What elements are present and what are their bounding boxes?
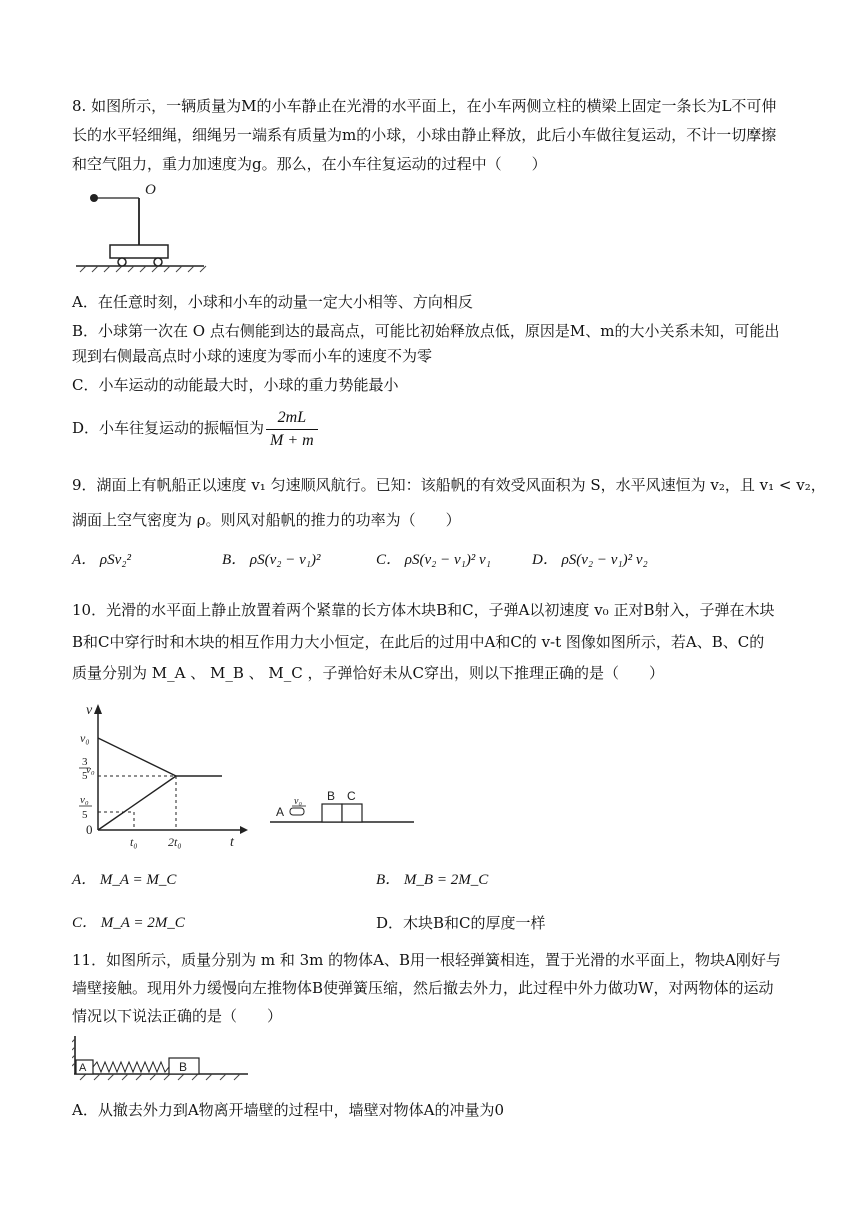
q8-stem-line-2: 长的水平轻细绳，细绳另一端系有质量为m的小球，小球由静止释放，此后小车做往复运动，不计一切摩擦 — [72, 126, 777, 144]
q10-sketch-a-label: A — [276, 805, 285, 819]
q10-y-tick-35-num: 3 — [82, 756, 88, 768]
q10-sketch-block-c — [342, 804, 362, 822]
q9-option-a: A． ρSv₂² — [72, 552, 131, 568]
q8-option-d-numerator: 2mL — [266, 407, 318, 430]
q10-block-c-line — [98, 776, 176, 830]
q11-spring — [93, 1062, 169, 1072]
q8-option-d — [72, 405, 318, 452]
q8-stem-line-3: 和空气阻力，重力加速度为g。那么，在小车往复运动的过程中（ ） — [72, 155, 547, 173]
q11-block-b-label: B — [179, 1060, 188, 1074]
q10-option-a: A． M_A = M_C — [72, 872, 177, 888]
q11-block-a-label: A — [79, 1062, 87, 1074]
q8-cart-figure — [72, 180, 212, 280]
q9-option-c: C． ρS(v₂ − v₁)² v₁ — [376, 552, 491, 568]
q8-option-b-line-2: 现到右侧最高点时小球的速度为零而小车的速度不为零 — [72, 347, 433, 365]
q10-y-axis-label: v — [86, 703, 93, 718]
q10-option-c: C． M_A = 2M_C — [72, 915, 185, 931]
q8-option-d-text: D．小车往复运动的振幅恒为 — [72, 419, 265, 437]
q9-stem-line-1: 9．湖面上有帆船正以速度 v₁ 匀速顺风航行。已知：该船帆的有效受风面积为 S，水平风速恒为 v₂，且 v₁ < v₂， — [72, 476, 826, 494]
q8-option-a: A．在任意时刻，小球和小车的动量一定大小相等、方向相反 — [72, 293, 473, 311]
q10-y-tick-35-v0: v₀ — [86, 764, 95, 776]
q10-x-tick-2t0: 2t₀ — [168, 835, 182, 849]
q10-x-axis-label: t — [230, 835, 234, 850]
q10-y-tick-v0: v₀ — [80, 731, 90, 745]
q9-stem-line-2: 湖面上空气密度为 ρ。则风对船帆的推力的功率为（ ） — [72, 511, 461, 529]
q10-sketch-b-label: B — [327, 789, 336, 803]
q10-origin-label: 0 — [86, 822, 93, 837]
q8-option-b-line-1: B．小球第一次在 O 点右侧能到达的最高点，可能比初始释放点低，原因是M、m的大小关系未知，可能出 — [72, 322, 780, 340]
q11-stem-line-2: 墙壁接触。现用外力缓慢向左推物体B使弹簧压缩，然后撤去外力，此过程中外力做功W，对两物体的运动 — [72, 979, 774, 997]
q10-sketch-v0-label: v₀ — [294, 796, 302, 807]
q10-stem-line-1: 10．光滑的水平面上静止放置着两个紧靠的长方体木块B和C，子弹A以初速度 v₀ 正对B射入，子弹在木块 — [72, 601, 775, 619]
q10-y-tick-v05-den: 5 — [82, 809, 88, 821]
q11-stem-line-1: 11．如图所示，质量分别为 m 和 3m 的物体A、B用一根轻弹簧相连，置于光滑的水平面上，物块A刚好与 — [72, 951, 781, 969]
q10-option-d: D．木块B和C的厚度一样 — [376, 914, 546, 932]
q8-point-o-label: O — [145, 182, 156, 198]
q10-bullet-a-line — [98, 738, 176, 776]
q8-option-d-denominator: M + m — [270, 431, 314, 449]
q11-stem-line-3: 情况以下说法正确的是（ ） — [72, 1007, 283, 1025]
q9-option-b: B． ρS(v₂ − v₁)² — [222, 552, 321, 568]
q10-sketch-c-label: C — [347, 789, 356, 803]
q11-spring-figure — [72, 1034, 252, 1084]
q10-stem-line-2: B和C中穿行时和木块的相互作用力大小恒定，在此后的过用中A和C的 v-t 图像如图所示，若A、B、C的 — [72, 633, 765, 651]
q10-x-tick-t0: t₀ — [130, 835, 138, 849]
q10-sketch-block-b — [322, 804, 342, 822]
q8-option-c: C．小车运动的动能最大时，小球的重力势能最小 — [72, 376, 399, 394]
q8-option-d-fraction — [266, 407, 318, 452]
q11-option-a: A．从撤去外力到A物离开墙壁的过程中，墙壁对物体A的冲量为0 — [72, 1101, 505, 1119]
q8-stem-line-1: 8. 如图所示，一辆质量为M的小车静止在光滑的水平面上，在小车两侧立柱的横梁上固定一条长为L不可伸 — [72, 97, 777, 115]
q10-stem-line-3: 质量分别为 M_A 、 M_B 、 M_C ，子弹恰好未从C穿出，则以下推理正确的是（ ） — [72, 664, 664, 682]
q10-option-b: B． M_B = 2M_C — [376, 872, 489, 888]
q10-y-tick-v05-num: v₀ — [80, 794, 89, 806]
q10-vt-graph — [72, 700, 432, 850]
q10-y-tick-35-den: 5 — [82, 770, 88, 782]
q9-option-d: D． ρS(v₂ − v₁)² v₂ — [532, 552, 648, 568]
